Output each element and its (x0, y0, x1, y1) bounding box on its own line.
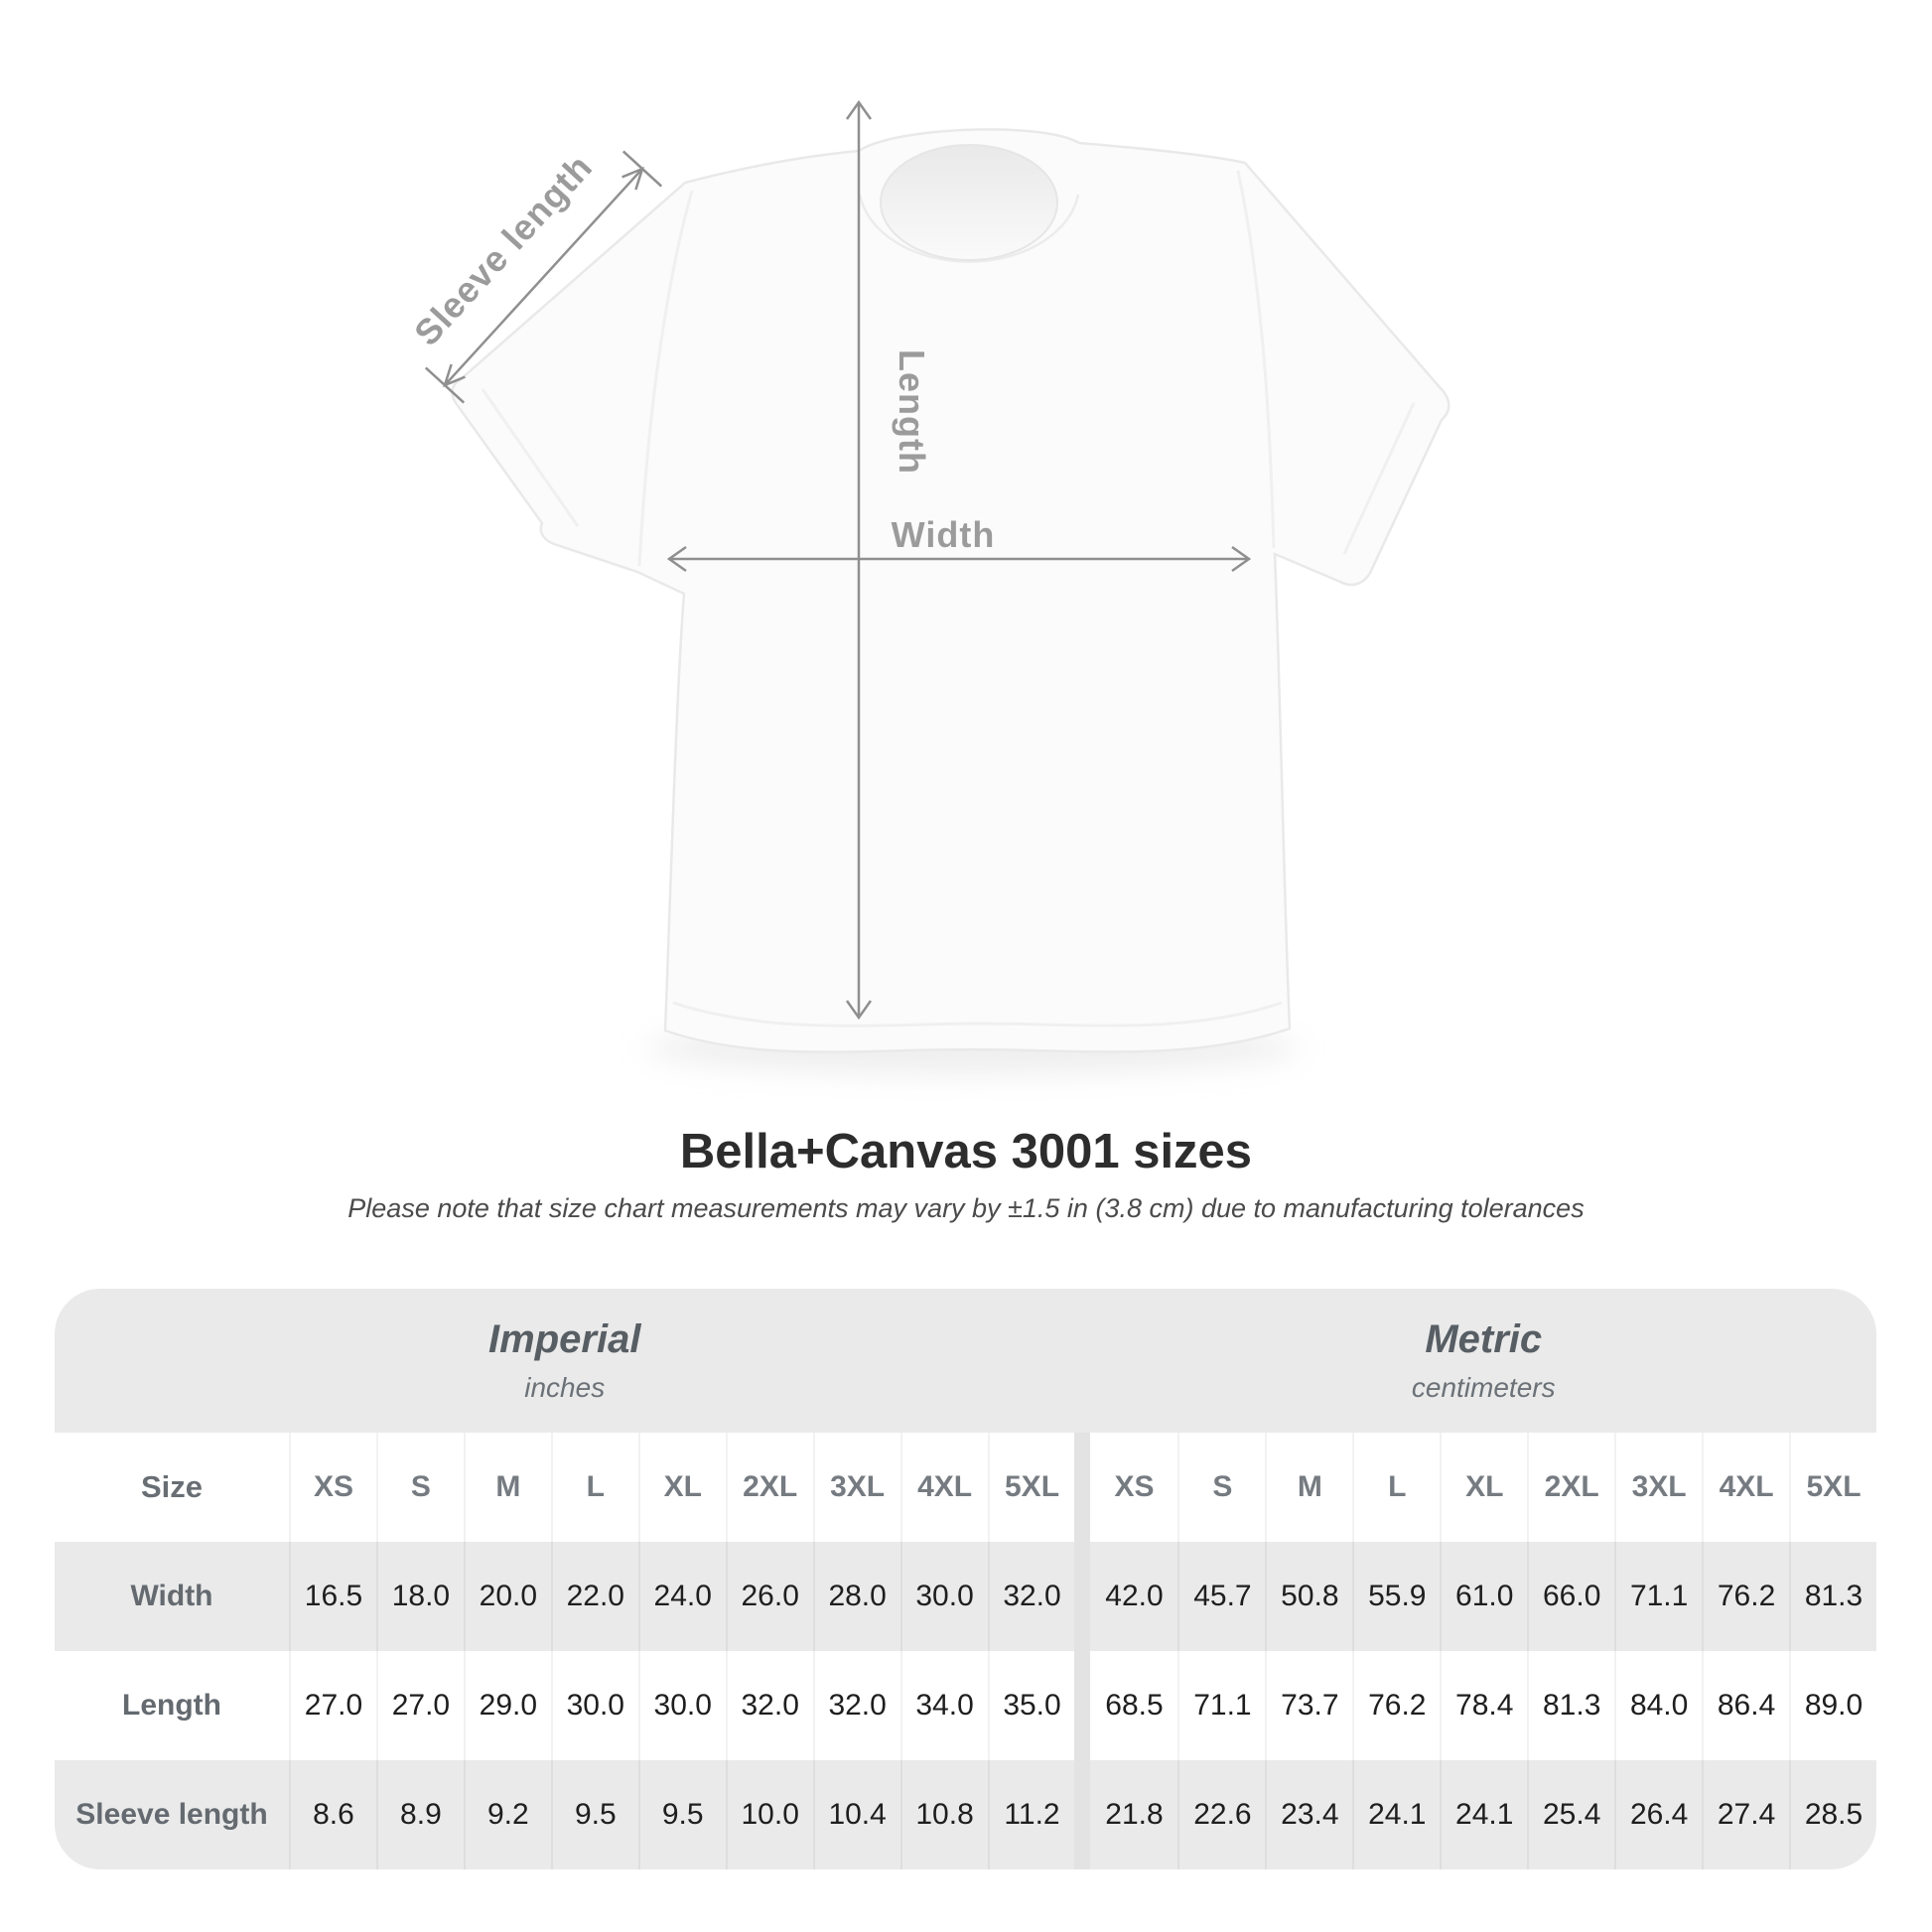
tshirt-graphic (452, 129, 1449, 1074)
metric-section-unit: centimeters (1411, 1372, 1556, 1403)
width-label: Width (891, 514, 996, 555)
value-cell-metric: 89.0 (1789, 1651, 1876, 1760)
value-cell-imperial: 9.2 (464, 1760, 551, 1869)
value-cell-imperial: 16.5 (289, 1542, 376, 1651)
value-cell-metric: 71.1 (1177, 1651, 1265, 1760)
value-cell-imperial: 27.0 (376, 1651, 464, 1760)
value-cell-metric: 25.4 (1527, 1760, 1614, 1869)
value-cell-imperial: 8.9 (376, 1760, 464, 1869)
value-cell-imperial: 24.0 (638, 1542, 726, 1651)
size-header-metric: L (1352, 1433, 1440, 1542)
value-cell-imperial: 8.6 (289, 1760, 376, 1869)
tshirt-body (452, 129, 1449, 1051)
value-cell-metric: 28.5 (1789, 1760, 1876, 1869)
page-title: Bella+Canvas 3001 sizes (679, 1125, 1253, 1178)
value-cell-imperial: 10.0 (726, 1760, 813, 1869)
value-cell-metric: 68.5 (1090, 1651, 1177, 1760)
value-cell-metric: 50.8 (1265, 1542, 1352, 1651)
size-header-metric: XS (1090, 1433, 1177, 1542)
value-cell-metric: 81.3 (1527, 1651, 1614, 1760)
value-cell-metric: 45.7 (1177, 1542, 1265, 1651)
metric-section-header (1090, 1289, 1876, 1433)
value-cell-metric: 86.4 (1702, 1651, 1789, 1760)
section-divider (1074, 1542, 1090, 1651)
value-cell-imperial: 11.2 (988, 1760, 1075, 1869)
value-cell-metric: 23.4 (1265, 1760, 1352, 1869)
imperial-section-title: Imperial (488, 1317, 641, 1361)
value-cell-metric: 61.0 (1440, 1542, 1527, 1651)
value-cell-imperial: 32.0 (726, 1651, 813, 1760)
page-subtitle: Please note that size chart measurements may vary by ±1.5 in (3.8 cm) due to manufacturing tolerances (347, 1193, 1585, 1223)
size-header-metric: 3XL (1614, 1433, 1702, 1542)
sleeve-length-label: Sleeve length (405, 146, 601, 353)
size-header-imperial: M (464, 1433, 551, 1542)
size-header-imperial: 4XL (900, 1433, 988, 1542)
length-label: Length (892, 349, 932, 475)
size-header-metric: XL (1440, 1433, 1527, 1542)
section-divider (1074, 1651, 1090, 1760)
value-cell-metric: 84.0 (1614, 1651, 1702, 1760)
size-header-imperial: XL (638, 1433, 726, 1542)
row-label: Width (130, 1580, 213, 1612)
size-header-imperial: L (551, 1433, 638, 1542)
value-cell-imperial: 10.8 (900, 1760, 988, 1869)
imperial-section-unit: inches (524, 1372, 606, 1403)
value-cell-imperial: 18.0 (376, 1542, 464, 1651)
value-cell-imperial: 30.0 (638, 1651, 726, 1760)
section-divider (1074, 1760, 1090, 1869)
value-cell-imperial: 35.0 (988, 1651, 1075, 1760)
value-cell-metric: 76.2 (1352, 1651, 1440, 1760)
value-cell-metric: 24.1 (1352, 1760, 1440, 1869)
value-cell-imperial: 32.0 (813, 1651, 900, 1760)
size-header-metric: M (1265, 1433, 1352, 1542)
size-header-metric: 5XL (1789, 1433, 1876, 1542)
size-table-grid (55, 1289, 1876, 1869)
row-label: Length (55, 1651, 289, 1760)
value-cell-imperial: 32.0 (988, 1542, 1075, 1651)
value-cell-metric: 55.9 (1352, 1542, 1440, 1651)
value-cell-metric: 81.3 (1789, 1542, 1876, 1651)
value-cell-metric: 66.0 (1527, 1542, 1614, 1651)
row-label: Sleeve length (75, 1798, 268, 1831)
value-cell-imperial: 30.0 (551, 1651, 638, 1760)
value-cell-imperial: 9.5 (638, 1760, 726, 1869)
value-cell-metric: 24.1 (1440, 1760, 1527, 1869)
value-cell-metric: 26.4 (1614, 1760, 1702, 1869)
value-cell-imperial: 27.0 (289, 1651, 376, 1760)
value-cell-metric: 42.0 (1105, 1580, 1164, 1612)
imperial-section-header (55, 1289, 1074, 1433)
value-cell-metric: 78.4 (1440, 1651, 1527, 1760)
size-column-header: Size (55, 1433, 289, 1542)
size-header-imperial: XS (289, 1433, 376, 1542)
size-header-imperial: 3XL (813, 1433, 900, 1542)
value-cell-imperial: 22.0 (551, 1542, 638, 1651)
size-header-imperial: S (376, 1433, 464, 1542)
value-cell-metric: 21.8 (1105, 1798, 1164, 1831)
value-cell-metric: 22.6 (1177, 1760, 1265, 1869)
value-cell-imperial: 9.5 (551, 1760, 638, 1869)
value-cell-imperial: 10.4 (813, 1760, 900, 1869)
value-cell-metric: 76.2 (1702, 1542, 1789, 1651)
value-cell-imperial: 29.0 (464, 1651, 551, 1760)
value-cell-metric: 71.1 (1614, 1542, 1702, 1651)
value-cell-imperial: 30.0 (900, 1542, 988, 1651)
size-header-metric: 2XL (1527, 1433, 1614, 1542)
size-header-metric: S (1177, 1433, 1265, 1542)
size-table (55, 1289, 1876, 1869)
section-divider (1074, 1433, 1090, 1542)
value-cell-imperial: 34.0 (900, 1651, 988, 1760)
size-header-metric: 4XL (1702, 1433, 1789, 1542)
metric-section-title: Metric (1425, 1317, 1543, 1361)
value-cell-imperial: 20.0 (464, 1542, 551, 1651)
size-header-imperial: 5XL (988, 1433, 1075, 1542)
section-divider (1074, 1289, 1090, 1433)
value-cell-imperial: 28.0 (813, 1542, 900, 1651)
value-cell-metric: 73.7 (1265, 1651, 1352, 1760)
value-cell-metric: 27.4 (1702, 1760, 1789, 1869)
size-header-imperial: 2XL (726, 1433, 813, 1542)
value-cell-imperial: 26.0 (726, 1542, 813, 1651)
